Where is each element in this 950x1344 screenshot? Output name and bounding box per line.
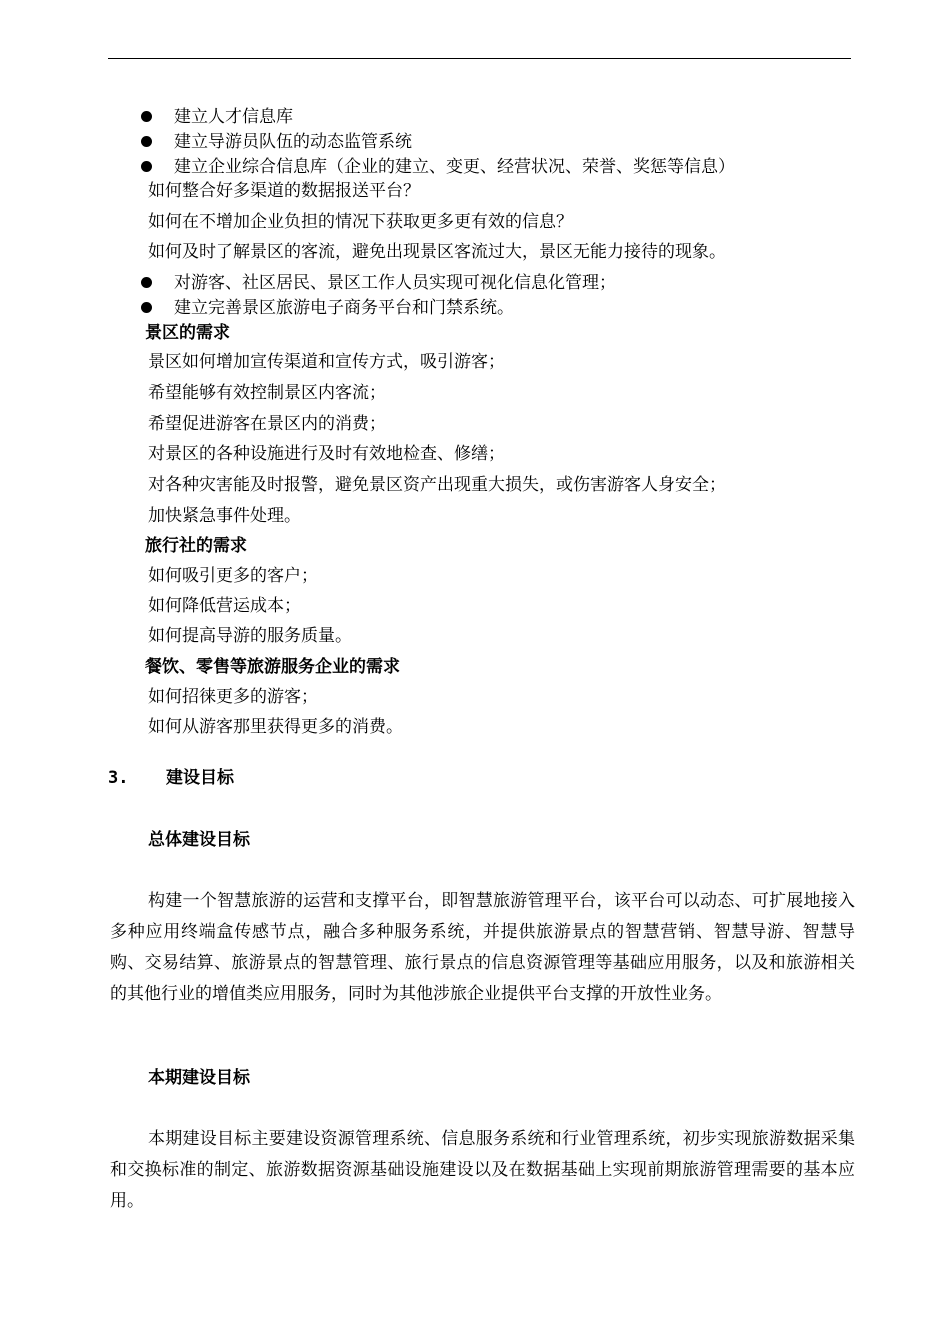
catering-item: 如何从游客那里获得更多的消费。 xyxy=(148,717,403,737)
scenic-item: 希望促进游客在景区内的消费； xyxy=(148,414,386,434)
bullet-item: 建立导游员队伍的动态监管系统 xyxy=(141,131,412,153)
question-line: 如何及时了解景区的客流，避免出现景区客流过大，景区无能力接待的现象。 xyxy=(148,242,726,262)
current-goal-paragraph: 本期建设目标主要建设资源管理系统、信息服务系统和行业管理系统，初步实现旅游数据采集和交换标准的制定、旅游数据资源基础设施建设以及在数据基础上实现前期旅游管理需要的基本应用。 xyxy=(110,1129,855,1211)
section-title: 建设目标 xyxy=(166,768,234,788)
agency-item: 如何提高导游的服务质量。 xyxy=(148,626,352,646)
bullet-dot-icon xyxy=(141,136,152,147)
scenic-item: 加快紧急事件处理。 xyxy=(148,506,301,526)
bullet-item: 对游客、社区居民、景区工作人员实现可视化信息化管理； xyxy=(141,272,616,294)
catering-heading: 餐饮、零售等旅游服务企业的需求 xyxy=(145,657,400,677)
overall-goal-paragraph: 构建一个智慧旅游的运营和支撑平台，即智慧旅游管理平台，该平台可以动态、可扩展地接入多种应用终端盒传感节点，融合多种服务系统，并提供旅游景点的智慧营销、智慧导游、智慧导购、交易结算、旅游景点的智慧管理、旅行景点的信息资源管理等基础应用服务，以及和旅游相关的其他行业的增值类应用服务，同时为其他涉旅企业提供平台支撑的开放性业务。 xyxy=(110,891,855,1004)
question-line: 如何在不增加企业负担的情况下获取更多更有效的信息？ xyxy=(148,212,573,232)
bullet-dot-icon xyxy=(141,111,152,122)
agency-item: 如何降低营运成本； xyxy=(148,596,301,616)
scenic-item: 对各种灾害能及时报警，避免景区资产出现重大损失，或伤害游客人身安全； xyxy=(148,475,726,495)
question-line: 如何整合好多渠道的数据报送平台？ xyxy=(148,181,420,201)
overall-goal-heading: 总体建设目标 xyxy=(148,830,250,850)
bullet-item: 建立企业综合信息库（企业的建立、变更、经营状况、荣誉、奖惩等信息） xyxy=(141,156,735,178)
agency-heading: 旅行社的需求 xyxy=(145,536,247,556)
bullet-dot-icon xyxy=(141,302,152,313)
scenic-item: 对景区的各种设施进行及时有效地检查、修缮； xyxy=(148,444,505,464)
scenic-item: 希望能够有效控制景区内客流； xyxy=(148,383,386,403)
scenic-item: 景区如何增加宣传渠道和宣传方式，吸引游客； xyxy=(148,352,505,372)
bullet-item: 建立人才信息库 xyxy=(141,106,293,128)
bullet-item: 建立完善景区旅游电子商务平台和门禁系统。 xyxy=(141,297,514,319)
bullet-dot-icon xyxy=(141,161,152,172)
header-rule xyxy=(108,58,851,59)
agency-item: 如何吸引更多的客户； xyxy=(148,566,318,586)
scenic-heading: 景区的需求 xyxy=(145,323,230,343)
catering-item: 如何招徕更多的游客； xyxy=(148,687,318,707)
current-goal-heading: 本期建设目标 xyxy=(148,1068,250,1088)
bullet-dot-icon xyxy=(141,277,152,288)
section-number: 3. xyxy=(108,768,129,788)
